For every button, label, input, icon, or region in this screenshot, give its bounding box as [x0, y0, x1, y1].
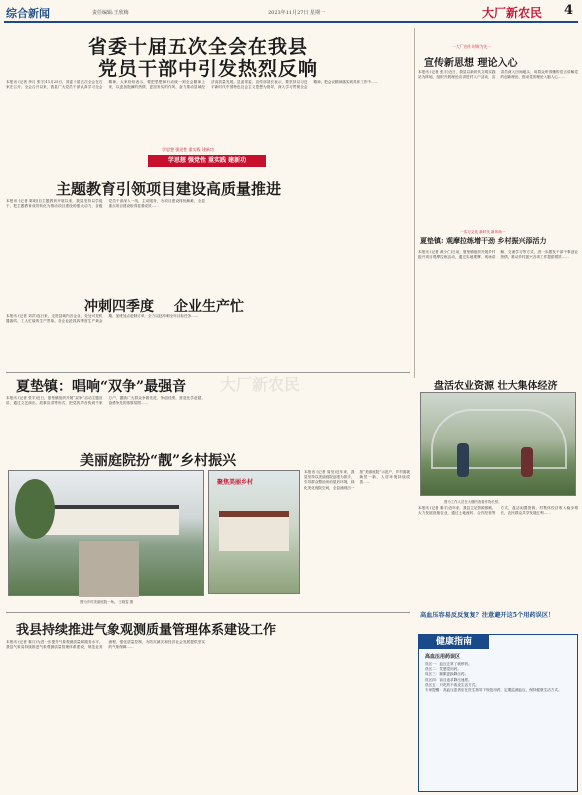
page-watermark: 大厂新农民 [220, 375, 301, 394]
farm-person-left [457, 443, 469, 477]
courtyard-photo [8, 470, 204, 596]
lead-title-line2: 党员干部中引发热烈反响 [98, 58, 319, 80]
health-title: 健康指南 [419, 635, 489, 649]
village-building [219, 511, 289, 551]
weather-body: 本报讯 (记者 秦月)为进一步提升气象观测质量和服务水平，我县气象局持续推进气象观测质量管理体系建设，规范业务流程，强化质量控制，为防灾减灾和经济社会发展提供坚实的气象保障…… [6, 640, 205, 650]
page-header [0, 0, 582, 24]
section-name: 综合新闻 [6, 7, 50, 20]
right-col-body: 本报讯 (记者 张宇)近日，我县以新时代文明实践站为阵地，组织开展理论宣讲进村入户活动，宣讲员深入田间地头，用群众听得懂的语言讲解党的创新理论，推动党的理论入脑入心…… [418, 70, 578, 80]
beauty-body: 本报讯 (记者 周莹)近年来，我县坚持以美丽庭院创建为抓手，引导群众整治房前屋后环境，绿化美化庭院空间，全县涌现出一批“美丽庭院”示范户，乡村面貌焕然一新，人居环境持续改善…… [304, 470, 410, 490]
column-divider-right [414, 28, 415, 378]
winter-title-2: 企业生产忙 [174, 299, 244, 315]
right-mid-body: 本报讯 (记者 黄少仁)日前，夏垫镇组织开展乡村振兴项目观摩拉练活动，通过实地观摩、现场讲解、交流学习等方式，进一步激发干部干事创业热情，推动乡村振兴各项工作提质增效…… [418, 250, 578, 260]
winter-body: 本报讯 (记者 刘洋)连日来，走进县域内各企业，处处可见机器轰鸣、工人忙碌的生产景象。各企业抢抓四季度生产黄金期，加班加点赶制订单，全力以赴冲刺全年目标任务…… [6, 314, 199, 324]
courtyard-tree [15, 479, 55, 539]
farm-person-right [521, 447, 533, 477]
courtyard-path [79, 541, 139, 597]
farm-title: 盘活农业资源 壮大集体经济 [434, 381, 558, 392]
issue-date: 2023年11月27日 星期一 [268, 10, 326, 16]
health-box [418, 634, 578, 792]
lead-body: 本报讯 (记者 李月 张宇)11月25日，省委十届五次全会在石家庄召开。全会召开以来，我县广大党员干部认真学习全会精神，大家纷纷表示，要把思想和行动统一到全会精神上来，以更加饱满的热情、更加务实的作风，奋力推动县域经济高质量发展。县委常委、宣传部部长表示，要坚持以习近平新时代中国特色社会主义思想为指导，深入学习贯彻全会精神，把会议精神落实到具体工作中…… [6, 80, 379, 90]
xia-title: 夏垫镇：唱响“双争”最强音 [16, 379, 187, 395]
xia-body: 本报讯 (记者 张宇)近日，夏垫镇组织开展“双争”活动主题宣讲，通过文艺演出、故事宣讲等形式，把党的声音传到千家万户，激励广大群众争做先进、争创佳绩，营造比学赶超、奋勇争先的浓厚氛围…… [6, 396, 205, 406]
village-photo [208, 470, 300, 594]
xia-top-rule [6, 372, 410, 373]
editor-credit: 责任编辑:王欣梅 [92, 10, 129, 16]
beauty-photo-caption: 图为乡村美丽庭院一角。 王晓雯 摄 [80, 600, 134, 604]
paper-name: 大厂新农民 [482, 6, 543, 20]
greenhouse-shape [431, 409, 567, 469]
theme-title: 主题教育引领项目建设高质量推进 [56, 180, 282, 198]
village-sign: 聚焦美丽乡村 [217, 479, 254, 486]
health-subtitle: 高血压用药误区 [425, 654, 461, 660]
right-col-title: 宣传新思想 理论入心 [424, 58, 518, 69]
page-number: 4 [564, 3, 574, 18]
health-body: 误区一：血压正常了就停药。 误区二：凭感觉用药。 误区三：频繁更换降压药。 误区四：盲目追求降压速度。 误区五：只吃药不改变生活方式。 专家提醒：高血压患者应在医生指导下规范用药，定期监测血压，保持健康生活方式。 [425, 662, 562, 693]
theme-label-top: 学思想 强党性 重实践 建新功 [162, 147, 214, 152]
winter-title-1: 冲刺四季度 [84, 299, 154, 315]
theme-body: 本报讯 (记者 陈明)自主题教育开展以来，我县坚持以学促干，把主题教育成效转化为推动项目建设的强大动力，各级党员干部深入一线，主动服务，为项目建设排忧解难，全县重点项目建设取得显著成效…… [6, 199, 205, 209]
beauty-title: 美丽庭院扮“靓”乡村振兴 [80, 453, 237, 469]
weather-title: 我县持续推进气象观测质量管理体系建设工作 [16, 623, 277, 638]
farm-photo [420, 392, 576, 496]
farm-photo-caption: 图为工作人员在大棚内查看作物长势。 [444, 500, 502, 504]
header-rule [4, 21, 578, 23]
farm-body: 本报讯 (记者 秦宇)近年来，我县立足资源禀赋，大力发展设施农业，通过土地流转、合作经营等方式，盘活闲置资源，村集体经济收入稳步增长，农民群众共享发展红利…… [418, 506, 578, 516]
theme-label: 学思想 强党性 重实践 建新功 [148, 155, 266, 167]
right-col-banner: 一大厂宣传 时时为先一 [452, 44, 492, 49]
weather-top-rule [6, 612, 410, 613]
right-mid-banner: 一实习文化 新时代 新风尚一 [460, 230, 506, 234]
right-mid-title: 夏垫镇: 观摩拉练增干劲 乡村振兴添活力 [420, 236, 547, 245]
highrise-title: 高血压容易反反复复？注意避开这5个用药误区！ [420, 612, 555, 619]
lead-title-line1: 省委十届五次全会在我县 [88, 36, 309, 58]
theme-label-box [148, 147, 266, 175]
